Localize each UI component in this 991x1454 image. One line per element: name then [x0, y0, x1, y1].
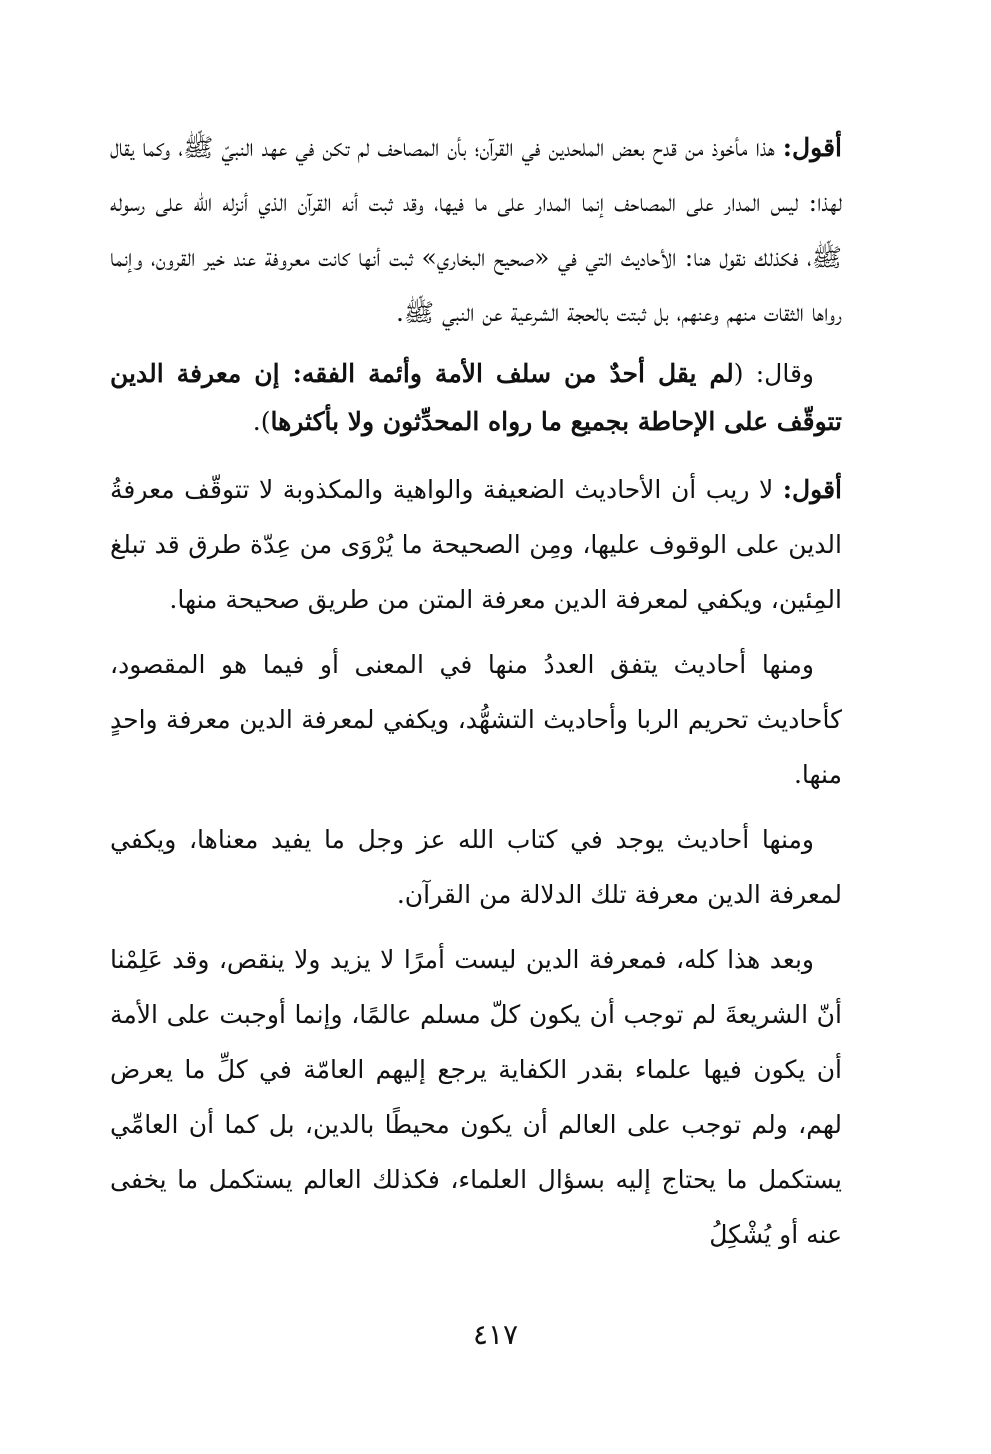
paragraph-2-quotation — [110, 350, 842, 446]
page-body — [110, 120, 842, 1272]
paragraph-3 — [110, 462, 842, 627]
quote-prefix: وقال: ( — [733, 359, 814, 388]
paragraph-text: لا ريب أن الأحاديث الضعيفة والواهية والمكذوبة لا تتوقّف معرفةُ الدين على الوقوف عليها، ومِن الصحيحة ما يُرْوَى من عِدّة طرق قد تبلغ المِئين، ويكفي لمعرفة الدين معرفة المتن من طريق صحيحة منها. — [110, 475, 842, 614]
paragraph-text: وبعد هذا كله، فمعرفة الدين ليست أمرًا لا يزيد ولا ينقص، وقد عَلِمْنا أنّ الشريعةَ لم توجب أن يكون كلّ مسلم عالمًا، وإنما أوجبت على الأمة أن يكون فيها علماء بقدر الكفاية يرجع إليهم العامّة في كلِّ ما يعرض لهم، ولم توجب على العالم أن يكون محيطًا بالدين، بل كما أن العامِّي يستكمل ما يحتاج إليه بسؤال العلماء، فكذلك العالم يستكمل ما يخفى عنه أو يُشْكِلُ — [110, 945, 842, 1249]
paragraph-lead: أقول: — [782, 475, 842, 504]
paragraph-lead: أقول: — [782, 133, 842, 162]
paragraph-text: ومنها أحاديث يتفق العددُ منها في المعنى أو فيما هو المقصود، كأحاديث تحريم الربا وأحاديث التشهُّد، ويكفي لمعرفة الدين معرفة واحدٍ منها. — [110, 650, 842, 789]
paragraph-5 — [110, 812, 842, 922]
paragraph-text: ومنها أحاديث يوجد في كتاب الله عز وجل ما يفيد معناها، ويكفي لمعرفة الدين معرفة تلك الدلالة من القرآن. — [110, 825, 842, 909]
paragraph-6 — [110, 932, 842, 1262]
quote-suffix: ). — [252, 407, 271, 436]
paragraph-4 — [110, 637, 842, 802]
quote-text: لم يقل أحدٌ من سلف الأمة وأئمة الفقه: إن معرفة الدين تتوقّف على الإحاطة بجميع ما رواه المحدِّثون ولا بأكثرها — [110, 359, 842, 436]
paragraph-text: هذا مأخوذ من قدح بعض الملحدين في القرآن؛ بأن المصاحف لم تكن في عهد النبيّ ﷺ، وكما يقال لهذا: ليس المدار على المصاحف إنما المدار على ما فيها، وقد ثبت أنه القرآن الذي أنزله الله على رسوله ﷺ، فكذلك نقول هنا: الأحاديث التي في «صحيح البخاري» ثبت أنها كانت معروفة عند خير القرون، وإنما رواها الثقات منهم وعنهم، بل ثبتت بالحجة الشرعية عن النبي ﷺ. — [110, 133, 842, 327]
paragraph-1 — [110, 120, 842, 340]
page-number: ٤١٧ — [472, 1318, 519, 1351]
